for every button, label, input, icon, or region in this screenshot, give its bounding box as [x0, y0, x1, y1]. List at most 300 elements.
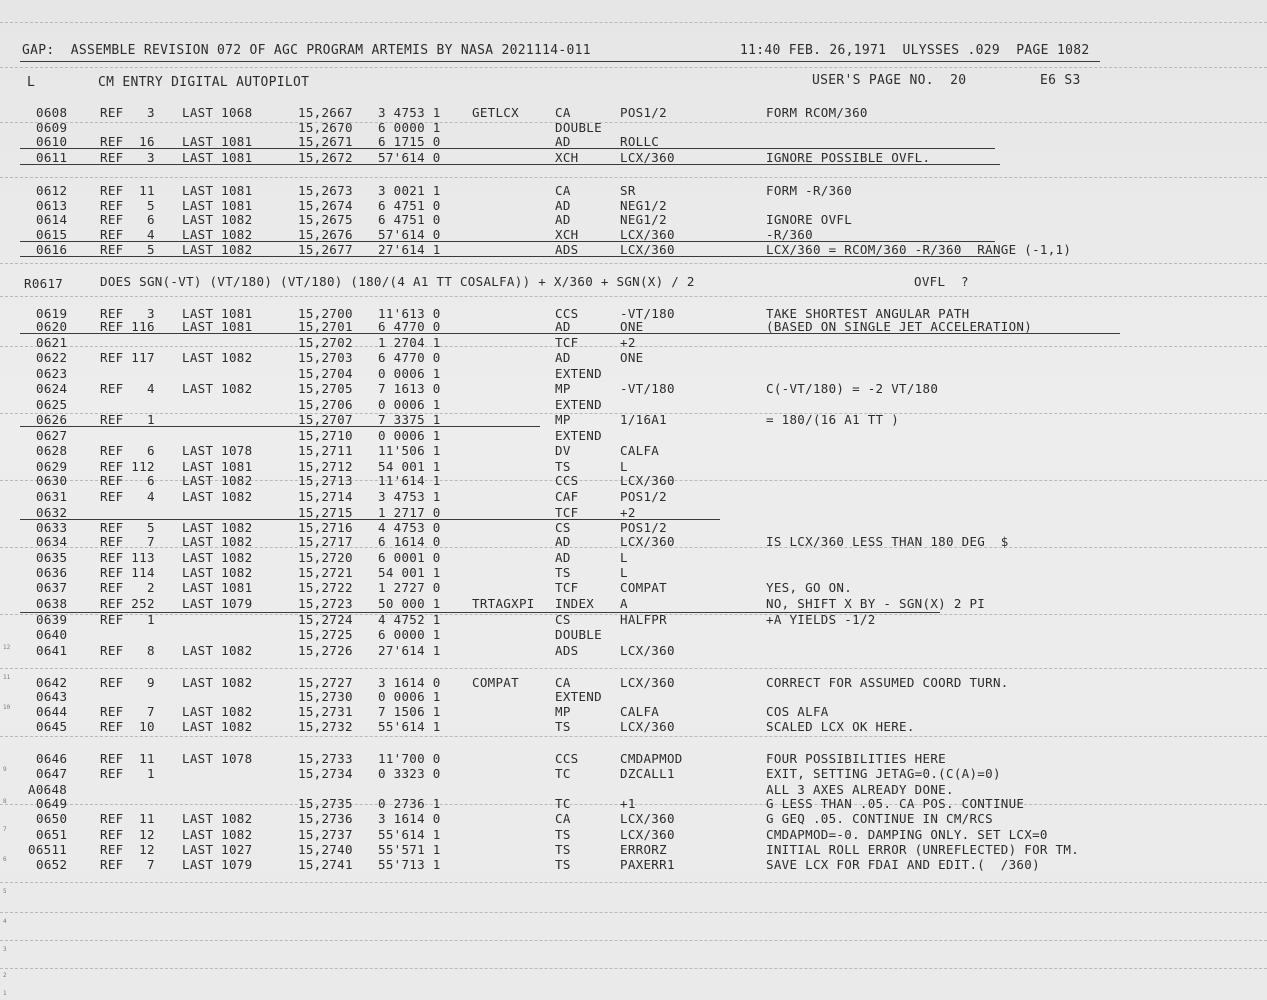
row-octal-word: 0 0006 1 [378, 689, 441, 704]
row-loc: 0634 [36, 534, 68, 549]
form-line [0, 177, 1267, 178]
row-ref: REF 1 [100, 766, 155, 781]
row-opcode: CS [555, 612, 571, 627]
row-opcode: CCS [555, 306, 579, 321]
row-octal-word: 0 2736 1 [378, 796, 441, 811]
row-loc: 0631 [36, 489, 68, 504]
row-comment: NO, SHIFT X BY - SGN(X) 2 PI [766, 596, 986, 611]
row-opcode: TCF [555, 580, 579, 595]
row-loc: 0642 [36, 675, 68, 690]
row-loc: 0639 [36, 612, 68, 627]
row-loc: 0608 [36, 105, 68, 120]
margin-mark: 8 [3, 798, 7, 805]
row-operand: POS1/2 [620, 105, 667, 120]
row-address: 15,2711 [298, 443, 353, 458]
row-last: LAST 1082 [182, 550, 253, 565]
row-octal-word: 4 4752 1 [378, 612, 441, 627]
row-ref: REF 252 [100, 596, 155, 611]
form-line [0, 22, 1267, 23]
row-comment: CORRECT FOR ASSUMED COORD TURN. [766, 675, 1009, 690]
row-last: LAST 1082 [182, 350, 253, 365]
form-line [0, 263, 1267, 264]
row-last: LAST 1081 [182, 459, 253, 474]
row-loc: 0609 [36, 120, 68, 135]
row-loc: 06511 [28, 842, 68, 857]
row-operand: LCX/360 [620, 719, 675, 734]
margin-mark: 2 [3, 972, 7, 979]
row-loc: 0623 [36, 366, 68, 381]
row-octal-word: 57'614 0 [378, 150, 441, 165]
row-octal-word: 6 0000 1 [378, 627, 441, 642]
row-loc: 0611 [36, 150, 68, 165]
section-title: CM ENTRY DIGITAL AUTOPILOT [98, 75, 310, 90]
row-operand: DZCALL1 [620, 766, 675, 781]
form-line [0, 296, 1267, 297]
row-address: 15,2673 [298, 183, 353, 198]
row-address: 15,2710 [298, 428, 353, 443]
margin-mark: 6 [3, 856, 7, 863]
form-line [0, 912, 1267, 913]
row-loc: 0630 [36, 473, 68, 488]
row-opcode: AD [555, 350, 571, 365]
row-comment: LCX/360 = RCOM/360 -R/360 RANGE (-1,1) [766, 242, 1072, 257]
row-address: 15,2675 [298, 212, 353, 227]
row-opcode: MP [555, 412, 571, 427]
row-last: LAST 1082 [182, 704, 253, 719]
row-address: 15,2700 [298, 306, 353, 321]
row-octal-word: 3 0021 1 [378, 183, 441, 198]
print-rule [20, 61, 1100, 62]
row-opcode: MP [555, 704, 571, 719]
row-last: LAST 1027 [182, 842, 253, 857]
row-address: 15,2737 [298, 827, 353, 842]
row-comment: IS LCX/360 LESS THAN 180 DEG $ [766, 534, 1009, 549]
row-last: LAST 1082 [182, 381, 253, 396]
row-ref: REF 6 [100, 473, 155, 488]
row-opcode: AD [555, 134, 571, 149]
margin-mark: 10 [3, 704, 11, 711]
row-address: 15,2712 [298, 459, 353, 474]
row-address: 15,2741 [298, 857, 353, 872]
row-ref: REF 6 [100, 212, 155, 227]
row-address: 15,2725 [298, 627, 353, 642]
form-line [0, 67, 1267, 68]
row-last: LAST 1079 [182, 596, 253, 611]
row-address: 15,2723 [298, 596, 353, 611]
row-last: LAST 1078 [182, 443, 253, 458]
row-octal-word: 11'700 0 [378, 751, 441, 766]
header-timestamp: 11:40 FEB. 26,1971 ULYSSES .029 PAGE 1082 [740, 43, 1090, 58]
row-octal-word: 54 001 1 [378, 565, 441, 580]
row-last: LAST 1068 [182, 105, 253, 120]
row-octal-word: 6 4770 0 [378, 350, 441, 365]
row-loc: A0648 [28, 782, 68, 797]
row-opcode: CCS [555, 751, 579, 766]
row-last: LAST 1082 [182, 643, 253, 658]
row-comment: FORM RCOM/360 [766, 105, 868, 120]
row-loc: 0613 [36, 198, 68, 213]
margin-mark: 4 [3, 918, 7, 925]
row-loc: 0645 [36, 719, 68, 734]
row-ref: REF 1 [100, 612, 155, 627]
row-opcode: TC [555, 766, 571, 781]
row-loc: 0650 [36, 811, 68, 826]
form-line [0, 882, 1267, 883]
row-ref: REF 12 [100, 827, 155, 842]
row-loc: 0644 [36, 704, 68, 719]
row-octal-word: 6 1614 0 [378, 534, 441, 549]
row-octal-word: 27'614 1 [378, 242, 441, 257]
row-loc: 0615 [36, 227, 68, 242]
row-loc: 0628 [36, 443, 68, 458]
row-comment: SAVE LCX FOR FDAI AND EDIT.( /360) [766, 857, 1040, 872]
row-address: 15,2727 [298, 675, 353, 690]
row-loc: 0612 [36, 183, 68, 198]
row-loc: 0625 [36, 397, 68, 412]
row-address: 15,2731 [298, 704, 353, 719]
row-opcode: AD [555, 212, 571, 227]
row-loc: 0621 [36, 335, 68, 350]
row-comment: INITIAL ROLL ERROR (UNREFLECTED) FOR TM. [766, 842, 1080, 857]
row-ref: REF 4 [100, 227, 155, 242]
print-rule [20, 148, 995, 149]
row-opcode: AD [555, 534, 571, 549]
row-loc: 0620 [36, 319, 68, 334]
row-ref: REF 2 [100, 580, 155, 595]
row-opcode: TS [555, 827, 571, 842]
row-ref: REF 8 [100, 643, 155, 658]
row-operand: -VT/180 [620, 381, 675, 396]
row-ref: REF 7 [100, 534, 155, 549]
row-loc: 0619 [36, 306, 68, 321]
row-address: 15,2707 [298, 412, 353, 427]
row-ref: REF 3 [100, 150, 155, 165]
row-octal-word: 0 0006 1 [378, 397, 441, 412]
row-operand: CALFA [620, 704, 660, 719]
row-comment: -R/360 [766, 227, 813, 242]
row-opcode: EXTEND [555, 689, 602, 704]
row-loc: 0647 [36, 766, 68, 781]
form-line [0, 736, 1267, 737]
row-octal-word: 4 4753 0 [378, 520, 441, 535]
row-opcode: DOUBLE [555, 120, 602, 135]
row-opcode: CCS [555, 473, 579, 488]
row-opcode: TCF [555, 335, 579, 350]
row-opcode: ADS [555, 643, 579, 658]
print-rule [20, 426, 540, 427]
row-octal-word: 55'614 1 [378, 827, 441, 842]
row-comment: C(-VT/180) = -2 VT/180 [766, 381, 939, 396]
row-operand: PAXERR1 [620, 857, 675, 872]
row-comment: TAKE SHORTEST ANGULAR PATH [766, 306, 970, 321]
row-loc: 0640 [36, 627, 68, 642]
row-operand: ONE [620, 319, 644, 334]
row-address: 15,2672 [298, 150, 353, 165]
row-address: 15,2732 [298, 719, 353, 734]
row-ref: REF 116 [100, 319, 155, 334]
row-comment: +A YIELDS -1/2 [766, 612, 876, 627]
row-octal-word: 7 1506 1 [378, 704, 441, 719]
row-octal-word: 6 4751 0 [378, 198, 441, 213]
remark-text: DOES SGN(-VT) (VT/180) (VT/180) (180/(4 A1 TT COSALFA)) + X/360 + SGN(X) / 2 [100, 274, 695, 289]
row-ref: REF 7 [100, 704, 155, 719]
row-last: LAST 1078 [182, 751, 253, 766]
row-last: LAST 1082 [182, 534, 253, 549]
row-address: 15,2730 [298, 689, 353, 704]
row-octal-word: 3 1614 0 [378, 811, 441, 826]
row-ref: REF 4 [100, 489, 155, 504]
row-label: COMPAT [472, 675, 519, 690]
row-ref: REF 5 [100, 242, 155, 257]
row-loc: 0638 [36, 596, 68, 611]
row-operand: SR [620, 183, 636, 198]
row-operand: LCX/360 [620, 643, 675, 658]
row-ref: REF 11 [100, 183, 155, 198]
row-address: 15,2671 [298, 134, 353, 149]
row-last: LAST 1081 [182, 150, 253, 165]
row-ref: REF 9 [100, 675, 155, 690]
row-octal-word: 3 4753 1 [378, 489, 441, 504]
row-opcode: EXTEND [555, 428, 602, 443]
row-octal-word: 50 000 1 [378, 596, 441, 611]
row-octal-word: 0 3323 0 [378, 766, 441, 781]
row-opcode: DV [555, 443, 571, 458]
row-loc: 0636 [36, 565, 68, 580]
row-comment: EXIT, SETTING JETAG=0.(C(A)=0) [766, 766, 1001, 781]
row-opcode: CA [555, 105, 571, 120]
row-octal-word: 11'506 1 [378, 443, 441, 458]
row-loc: 0652 [36, 857, 68, 872]
row-operand: ERRORZ [620, 842, 667, 857]
margin-mark: 3 [3, 946, 7, 953]
row-operand: POS1/2 [620, 520, 667, 535]
row-last: LAST 1081 [182, 319, 253, 334]
margin-mark: 5 [3, 888, 7, 895]
row-address: 15,2717 [298, 534, 353, 549]
row-address: 15,2721 [298, 565, 353, 580]
row-last: LAST 1082 [182, 212, 253, 227]
row-loc: 0641 [36, 643, 68, 658]
row-address: 15,2674 [298, 198, 353, 213]
row-address: 15,2701 [298, 319, 353, 334]
row-comment: COS ALFA [766, 704, 829, 719]
row-address: 15,2702 [298, 335, 353, 350]
row-octal-word: 3 4753 1 [378, 105, 441, 120]
row-opcode: ADS [555, 242, 579, 257]
row-loc: 0637 [36, 580, 68, 595]
row-ref: REF 16 [100, 134, 155, 149]
row-opcode: CA [555, 183, 571, 198]
row-ref: REF 12 [100, 842, 155, 857]
row-loc: 0635 [36, 550, 68, 565]
row-comment: = 180/(16 A1 TT ) [766, 412, 900, 427]
row-ref: REF 5 [100, 198, 155, 213]
row-operand: LCX/360 [620, 827, 675, 842]
row-loc: 0622 [36, 350, 68, 365]
row-comment: ALL 3 AXES ALREADY DONE. [766, 782, 954, 797]
row-comment: G GEQ .05. CONTINUE IN CM/RCS [766, 811, 993, 826]
row-octal-word: 57'614 0 [378, 227, 441, 242]
row-opcode: CA [555, 675, 571, 690]
row-operand: +2 [620, 505, 636, 520]
row-operand: L [620, 565, 628, 580]
row-operand: LCX/360 [620, 150, 675, 165]
row-octal-word: 55'614 1 [378, 719, 441, 734]
row-opcode: TS [555, 719, 571, 734]
row-ref: REF 1 [100, 412, 155, 427]
row-address: 15,2736 [298, 811, 353, 826]
row-octal-word: 7 1613 0 [378, 381, 441, 396]
row-octal-word: 54 001 1 [378, 459, 441, 474]
row-label: GETLCX [472, 105, 519, 120]
row-loc: 0643 [36, 689, 68, 704]
row-operand: +2 [620, 335, 636, 350]
row-octal-word: 11'614 1 [378, 473, 441, 488]
row-last: LAST 1082 [182, 489, 253, 504]
row-last: LAST 1082 [182, 242, 253, 257]
row-opcode: TCF [555, 505, 579, 520]
row-ref: REF 11 [100, 811, 155, 826]
row-address: 15,2713 [298, 473, 353, 488]
row-comment: FOUR POSSIBILITIES HERE [766, 751, 946, 766]
row-opcode: TS [555, 857, 571, 872]
row-opcode: TS [555, 565, 571, 580]
row-octal-word: 0 0006 1 [378, 366, 441, 381]
row-address: 15,2715 [298, 505, 353, 520]
row-loc: 0632 [36, 505, 68, 520]
row-opcode: MP [555, 381, 571, 396]
row-ref: REF 10 [100, 719, 155, 734]
row-opcode: TS [555, 842, 571, 857]
row-address: 15,2740 [298, 842, 353, 857]
row-octal-word: 7 3375 1 [378, 412, 441, 427]
row-last: LAST 1082 [182, 827, 253, 842]
row-address: 15,2716 [298, 520, 353, 535]
row-loc: 0614 [36, 212, 68, 227]
row-loc: 0626 [36, 412, 68, 427]
row-operand: LCX/360 [620, 227, 675, 242]
row-last: LAST 1082 [182, 811, 253, 826]
row-last: LAST 1081 [182, 580, 253, 595]
row-loc: 0616 [36, 242, 68, 257]
row-loc: 0610 [36, 134, 68, 149]
row-octal-word: 6 0001 0 [378, 550, 441, 565]
row-octal-word: 6 4770 0 [378, 319, 441, 334]
section-code: L [27, 75, 36, 90]
row-last: LAST 1082 [182, 565, 253, 580]
row-address: 15,2667 [298, 105, 353, 120]
row-comment: FORM -R/360 [766, 183, 853, 198]
row-opcode: INDEX [555, 596, 595, 611]
row-opcode: CA [555, 811, 571, 826]
header-title: GAP: ASSEMBLE REVISION 072 OF AGC PROGRAM ARTEMIS BY NASA 2021114-011 [22, 43, 591, 58]
row-operand: CMDAPMOD [620, 751, 683, 766]
row-comment: (BASED ON SINGLE JET ACCELERATION) [766, 319, 1033, 334]
remark-location: R0617 [24, 276, 64, 291]
row-last: LAST 1081 [182, 306, 253, 321]
row-address: 15,2677 [298, 242, 353, 257]
form-line [0, 968, 1267, 969]
row-operand: LCX/360 [620, 534, 675, 549]
row-operand: NEG1/2 [620, 198, 667, 213]
row-opcode: CS [555, 520, 571, 535]
form-line [0, 122, 1267, 123]
row-comment: IGNORE POSSIBLE OVFL. [766, 150, 931, 165]
remark-flag: OVFL ? [914, 274, 969, 289]
row-comment: G LESS THAN .05. CA POS. CONTINUE [766, 796, 1025, 811]
margin-mark: 7 [3, 826, 7, 833]
row-last: LAST 1082 [182, 473, 253, 488]
row-operand: LCX/360 [620, 811, 675, 826]
row-opcode: TS [555, 459, 571, 474]
row-address: 15,2703 [298, 350, 353, 365]
row-octal-word: 1 2727 0 [378, 580, 441, 595]
row-opcode: AD [555, 198, 571, 213]
row-loc: 0624 [36, 381, 68, 396]
row-last: LAST 1079 [182, 857, 253, 872]
row-octal-word: 1 2704 1 [378, 335, 441, 350]
row-opcode: DOUBLE [555, 627, 602, 642]
row-octal-word: 3 1614 0 [378, 675, 441, 690]
form-line [0, 940, 1267, 941]
row-address: 15,2735 [298, 796, 353, 811]
row-opcode: XCH [555, 227, 579, 242]
row-operand: CALFA [620, 443, 660, 458]
margin-mark: 9 [3, 766, 7, 773]
row-operand: +1 [620, 796, 636, 811]
row-operand: LCX/360 [620, 473, 675, 488]
row-octal-word: 6 4751 0 [378, 212, 441, 227]
row-address: 15,2714 [298, 489, 353, 504]
row-octal-word: 6 1715 0 [378, 134, 441, 149]
row-octal-word: 1 2717 0 [378, 505, 441, 520]
row-address: 15,2705 [298, 381, 353, 396]
row-ref: REF 11 [100, 751, 155, 766]
row-operand: L [620, 550, 628, 565]
row-octal-word: 11'613 0 [378, 306, 441, 321]
row-operand: NEG1/2 [620, 212, 667, 227]
row-octal-word: 6 0000 1 [378, 120, 441, 135]
row-comment: YES, GO ON. [766, 580, 853, 595]
row-opcode: EXTEND [555, 366, 602, 381]
row-ref: REF 117 [100, 350, 155, 365]
row-opcode: AD [555, 550, 571, 565]
form-line [0, 668, 1267, 669]
row-operand: ONE [620, 350, 644, 365]
row-address: 15,2676 [298, 227, 353, 242]
row-opcode: AD [555, 319, 571, 334]
row-ref: REF 5 [100, 520, 155, 535]
row-operand: L [620, 459, 628, 474]
row-comment: IGNORE OVFL [766, 212, 853, 227]
row-operand: A [620, 596, 628, 611]
row-last: LAST 1081 [182, 198, 253, 213]
row-address: 15,2706 [298, 397, 353, 412]
margin-mark: 11 [3, 674, 11, 681]
row-loc: 0633 [36, 520, 68, 535]
row-operand: HALFPR [620, 612, 667, 627]
row-octal-word: 0 0006 1 [378, 428, 441, 443]
row-opcode: EXTEND [555, 397, 602, 412]
row-operand: ROLLC [620, 134, 660, 149]
row-comment: CMDAPMOD=-0. DAMPING ONLY. SET LCX=0 [766, 827, 1048, 842]
row-operand: LCX/360 [620, 242, 675, 257]
row-octal-word: 55'571 1 [378, 842, 441, 857]
row-last: LAST 1081 [182, 183, 253, 198]
row-ref: REF 113 [100, 550, 155, 565]
row-address: 15,2734 [298, 766, 353, 781]
row-loc: 0629 [36, 459, 68, 474]
